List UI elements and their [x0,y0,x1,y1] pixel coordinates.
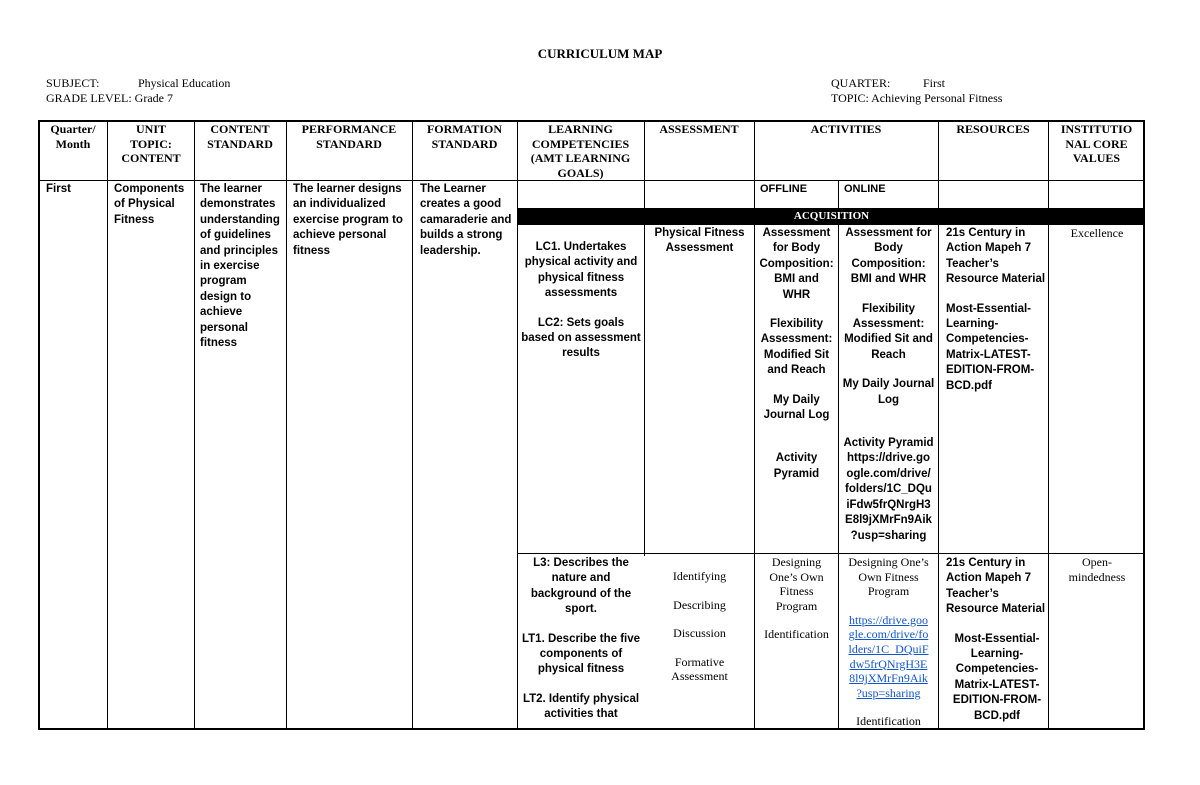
cell-line: One’s Own [769,569,824,584]
cell-line: for Body [772,242,821,255]
cell-line: ?usp=sharing [850,529,927,542]
cell-line: Own Fitness [858,569,919,584]
spacer [519,678,643,692]
spacer [755,379,838,393]
header-text: TOPIC: [130,136,172,151]
cell-line: exercise program to [293,213,403,226]
cell-line: Components [114,183,185,195]
cell-line: My Daily [773,393,820,406]
fitness-program-link[interactable] [839,613,938,701]
spacer [946,618,1048,632]
cell-line: Open- [1082,555,1112,569]
cell-line: Designing [771,555,822,569]
link-line[interactable]: https://drive.goo [849,612,928,627]
header-text: Month [55,136,91,151]
competency-lc1 [519,240,643,362]
cell-line: mindedness [1068,569,1126,584]
cell-line: Activity [775,452,818,465]
cell-line: Identification [856,714,921,729]
cell-line: program [200,275,247,288]
cell-line: 21s Century in [946,557,1026,569]
cell-line: Teacher’s [946,257,999,270]
cell-line: LC1. Undertakes [535,241,627,253]
header-text: FORMATION [426,122,503,136]
header-content-standard [194,122,286,151]
content-standard-cell [200,182,286,351]
col-divider [412,120,413,730]
cell-line: 21s Century in [946,227,1026,239]
cell-line: activities that [544,708,618,721]
subject-line [46,76,231,91]
cell-line: of Physical [114,198,175,211]
cell-line: Learning- [970,648,1024,661]
cell-line: iFdw5frQNrgH3 [846,498,931,511]
cell-line: understanding [200,213,280,226]
spacer [839,422,938,436]
cell-line: EDITION-FROM- [952,694,1042,707]
cell-line: BCD.pdf [974,709,1020,722]
cell-line: Composition: [759,257,834,270]
spacer [645,641,754,655]
header-text: INSTITUTIO [1060,122,1133,136]
cell-line: Most-Essential- [946,302,1031,315]
cell-line: Pyramid [773,467,820,480]
cell-line: in exercise [200,260,260,273]
row-divider [517,208,1145,209]
cell-line: Program [775,598,818,613]
header-learning-competencies [517,122,644,180]
online-activities-block1 [839,226,938,544]
header-formation-standard [412,122,517,151]
cell-line: Assessment: [760,333,833,346]
cell-line: Modified Sit and [844,333,933,346]
subject-label: SUBJECT: [46,76,100,90]
cell-line: Describing [673,597,726,612]
quarter-cell: First [46,183,71,195]
spacer [645,584,754,598]
header-text: PERFORMANCE [301,122,397,136]
cell-line: Identifying [672,569,727,583]
topic: TOPIC: Achieving Personal Fitness [831,91,1003,105]
cell-line: results [562,347,600,360]
link-line[interactable]: dw5frQNrgH3E [849,656,928,671]
spacer [519,618,643,632]
spacer [519,302,643,316]
cell-line: My Daily Journal [842,378,935,391]
cell-line: of guidelines [200,229,271,242]
cell-line: Assessment for [845,227,932,239]
offline-activities-block1 [755,226,838,482]
cell-line: folders/1C_DQu [845,483,932,496]
cell-line: E8l9jXMrFn9Aik [845,514,932,527]
header-text: GOALS) [557,165,604,180]
header-quarter [38,122,108,151]
grade-level: GRADE LEVEL: Grade 7 [46,91,173,105]
cell-line: Journal Log [763,409,830,422]
header-core-values [1048,122,1145,166]
cell-line: Competencies- [955,663,1039,676]
row-divider [517,553,1145,554]
spacer [755,437,838,451]
cell-line: Learning- [946,318,999,331]
header-text: STANDARD [316,136,382,151]
acquisition-bar: ACQUISITION [518,208,1145,225]
cell-line: Formative [674,654,725,669]
cell-line: achieve personal [293,229,387,242]
cell-line: LT1. Describe the five [521,632,641,645]
cell-line: Action Mapeh 7 [946,572,1031,585]
cell-line: assessments [544,287,618,300]
cell-line: Action Mapeh 7 [946,242,1031,255]
cell-line: Assessment [671,669,728,684]
cell-line: Physical Fitness [654,227,745,239]
cell-line: BMI and WHR [850,273,927,286]
resource-matrix [946,632,1048,724]
cell-line: BCD.pdf [946,379,992,392]
cell-line: fitness [200,337,238,350]
unit-topic-cell [114,182,192,228]
col-divider [644,120,645,556]
cell-line: Most-Essential- [954,632,1040,645]
online-label: ONLINE [844,183,886,195]
cell-line: Program [867,584,910,599]
link-line[interactable]: 8l9jXMrFn9Aik [849,671,928,686]
spacer [755,303,838,317]
header-text: NAL CORE [1065,136,1128,151]
spacer [839,288,938,302]
col-divider [286,120,287,730]
cell-line: Identification [764,627,829,642]
cell-line: LT2. Identify physical [522,692,640,705]
performance-standard-cell [293,182,411,259]
header-unit-topic [107,122,195,166]
cell-line: design to [200,290,252,303]
cell-line: EDITION-FROM- [946,364,1035,377]
spacer [839,700,938,714]
cell-line: https://drive.go [846,452,931,465]
link-line[interactable]: ?usp=sharing [856,685,921,700]
header-activities: ACTIVITIES [810,122,882,136]
quarter-line [831,76,946,91]
cell-line: Activity Pyramid [843,437,934,450]
cell-line: Log [877,393,900,406]
offline-label: OFFLINE [760,183,808,195]
spacer [645,612,754,626]
cell-line: Modified Sit [763,348,830,361]
cell-line: background of the [530,587,632,600]
formation-standard-cell [420,182,516,259]
cell-line: The learner [200,183,262,195]
header-text: LEARNING [548,122,613,136]
quarter-label: QUARTER: [831,76,891,90]
cell-line: sport. [565,603,597,616]
subject-value: Physical Education [138,76,231,90]
cell-line: and principles [200,244,278,257]
cell-line: ogle.com/drive/ [846,467,931,480]
cell-line: physical fitness [537,663,625,676]
header-performance-standard [286,122,412,151]
cell-line: Reach [871,348,906,361]
cell-line: Fitness [114,213,155,226]
quarter-value: First [923,76,946,90]
cell-line: Competencies- [946,333,1029,346]
competency-l3 [519,556,643,723]
curriculum-table [38,120,1145,730]
core-value-block2 [1049,555,1145,584]
header-text: CONTENT [121,151,181,166]
cell-line: achieve [200,306,243,319]
cell-line: physical fitness [537,271,625,284]
cell-line: Fitness [779,584,814,599]
core-value-block1: Excellence [1070,226,1124,240]
header-text: Quarter/ [50,122,96,136]
link-line[interactable]: lders/1C_DQuiF [848,641,929,656]
online-activities-block2 [839,555,938,729]
spacer [946,288,1048,302]
spacer [755,613,838,627]
cell-line: Designing One’s [848,555,929,569]
col-divider [107,120,108,730]
cell-line: demonstrates [200,198,276,211]
document-title: CURRICULUM MAP [537,46,663,61]
header-assessment: ASSESSMENT [659,122,739,136]
cell-line: and Reach [767,364,826,377]
cell-line: Discussion [673,626,726,641]
spacer [755,423,838,437]
cell-line: The learner designs [293,183,402,195]
header-text: VALUES [1072,151,1121,166]
spacer [839,599,938,613]
cell-line: personal [200,321,248,334]
cell-line: Resource Material [946,603,1046,616]
cell-line: creates a good [420,198,502,211]
cell-line: Matrix-LATEST- [954,678,1040,691]
cell-line: L3: Describes the [533,557,629,569]
cell-line: Body [874,242,903,255]
cell-line: Composition: [851,257,926,270]
header-resources: RESOURCES [956,122,1030,136]
cell-line: components of [539,648,623,661]
cell-line: Assessment: [852,318,925,331]
cell-line: based on assessment [521,332,641,345]
header-text: COMPETENCIES [531,136,630,151]
cell-line: LC2: Sets goals [537,316,625,329]
cell-line: WHR [782,288,811,301]
cell-line: Resource Material [946,273,1046,286]
cell-line: Flexibility [769,318,824,331]
cell-line: physical activity and [524,256,638,269]
cell-line: an individualized [293,198,386,211]
cell-line: BMI and [774,273,819,286]
link-line[interactable]: gle.com/drive/fo [848,627,929,642]
cell-line: leadership. [420,244,481,257]
cell-line: Assessment [762,227,831,239]
header-text: STANDARD [207,136,273,151]
assessment-block2 [645,569,754,684]
header-text: UNIT [135,122,166,136]
cell-line: Assessment [665,242,734,255]
offline-activities-block2 [755,555,838,642]
assessment-block1 [645,226,754,257]
resources-block2 [946,556,1048,724]
cell-line: builds a strong [420,229,503,242]
cell-line: camaraderie and [420,213,512,226]
cell-line: Flexibility [861,302,916,315]
cell-line: Teacher’s [946,587,999,600]
cell-line: Matrix-LATEST- [946,348,1031,361]
cell-line: fitness [293,244,331,257]
header-text: CONTENT [210,122,270,136]
header-text: (AMT LEARNING [530,151,631,166]
col-divider [194,120,195,730]
header-text: STANDARD [431,136,498,151]
spacer [839,408,938,422]
spacer [839,363,938,377]
cell-line: The Learner [420,183,486,195]
resources-block1 [946,226,1048,394]
cell-line: nature and [551,572,611,585]
